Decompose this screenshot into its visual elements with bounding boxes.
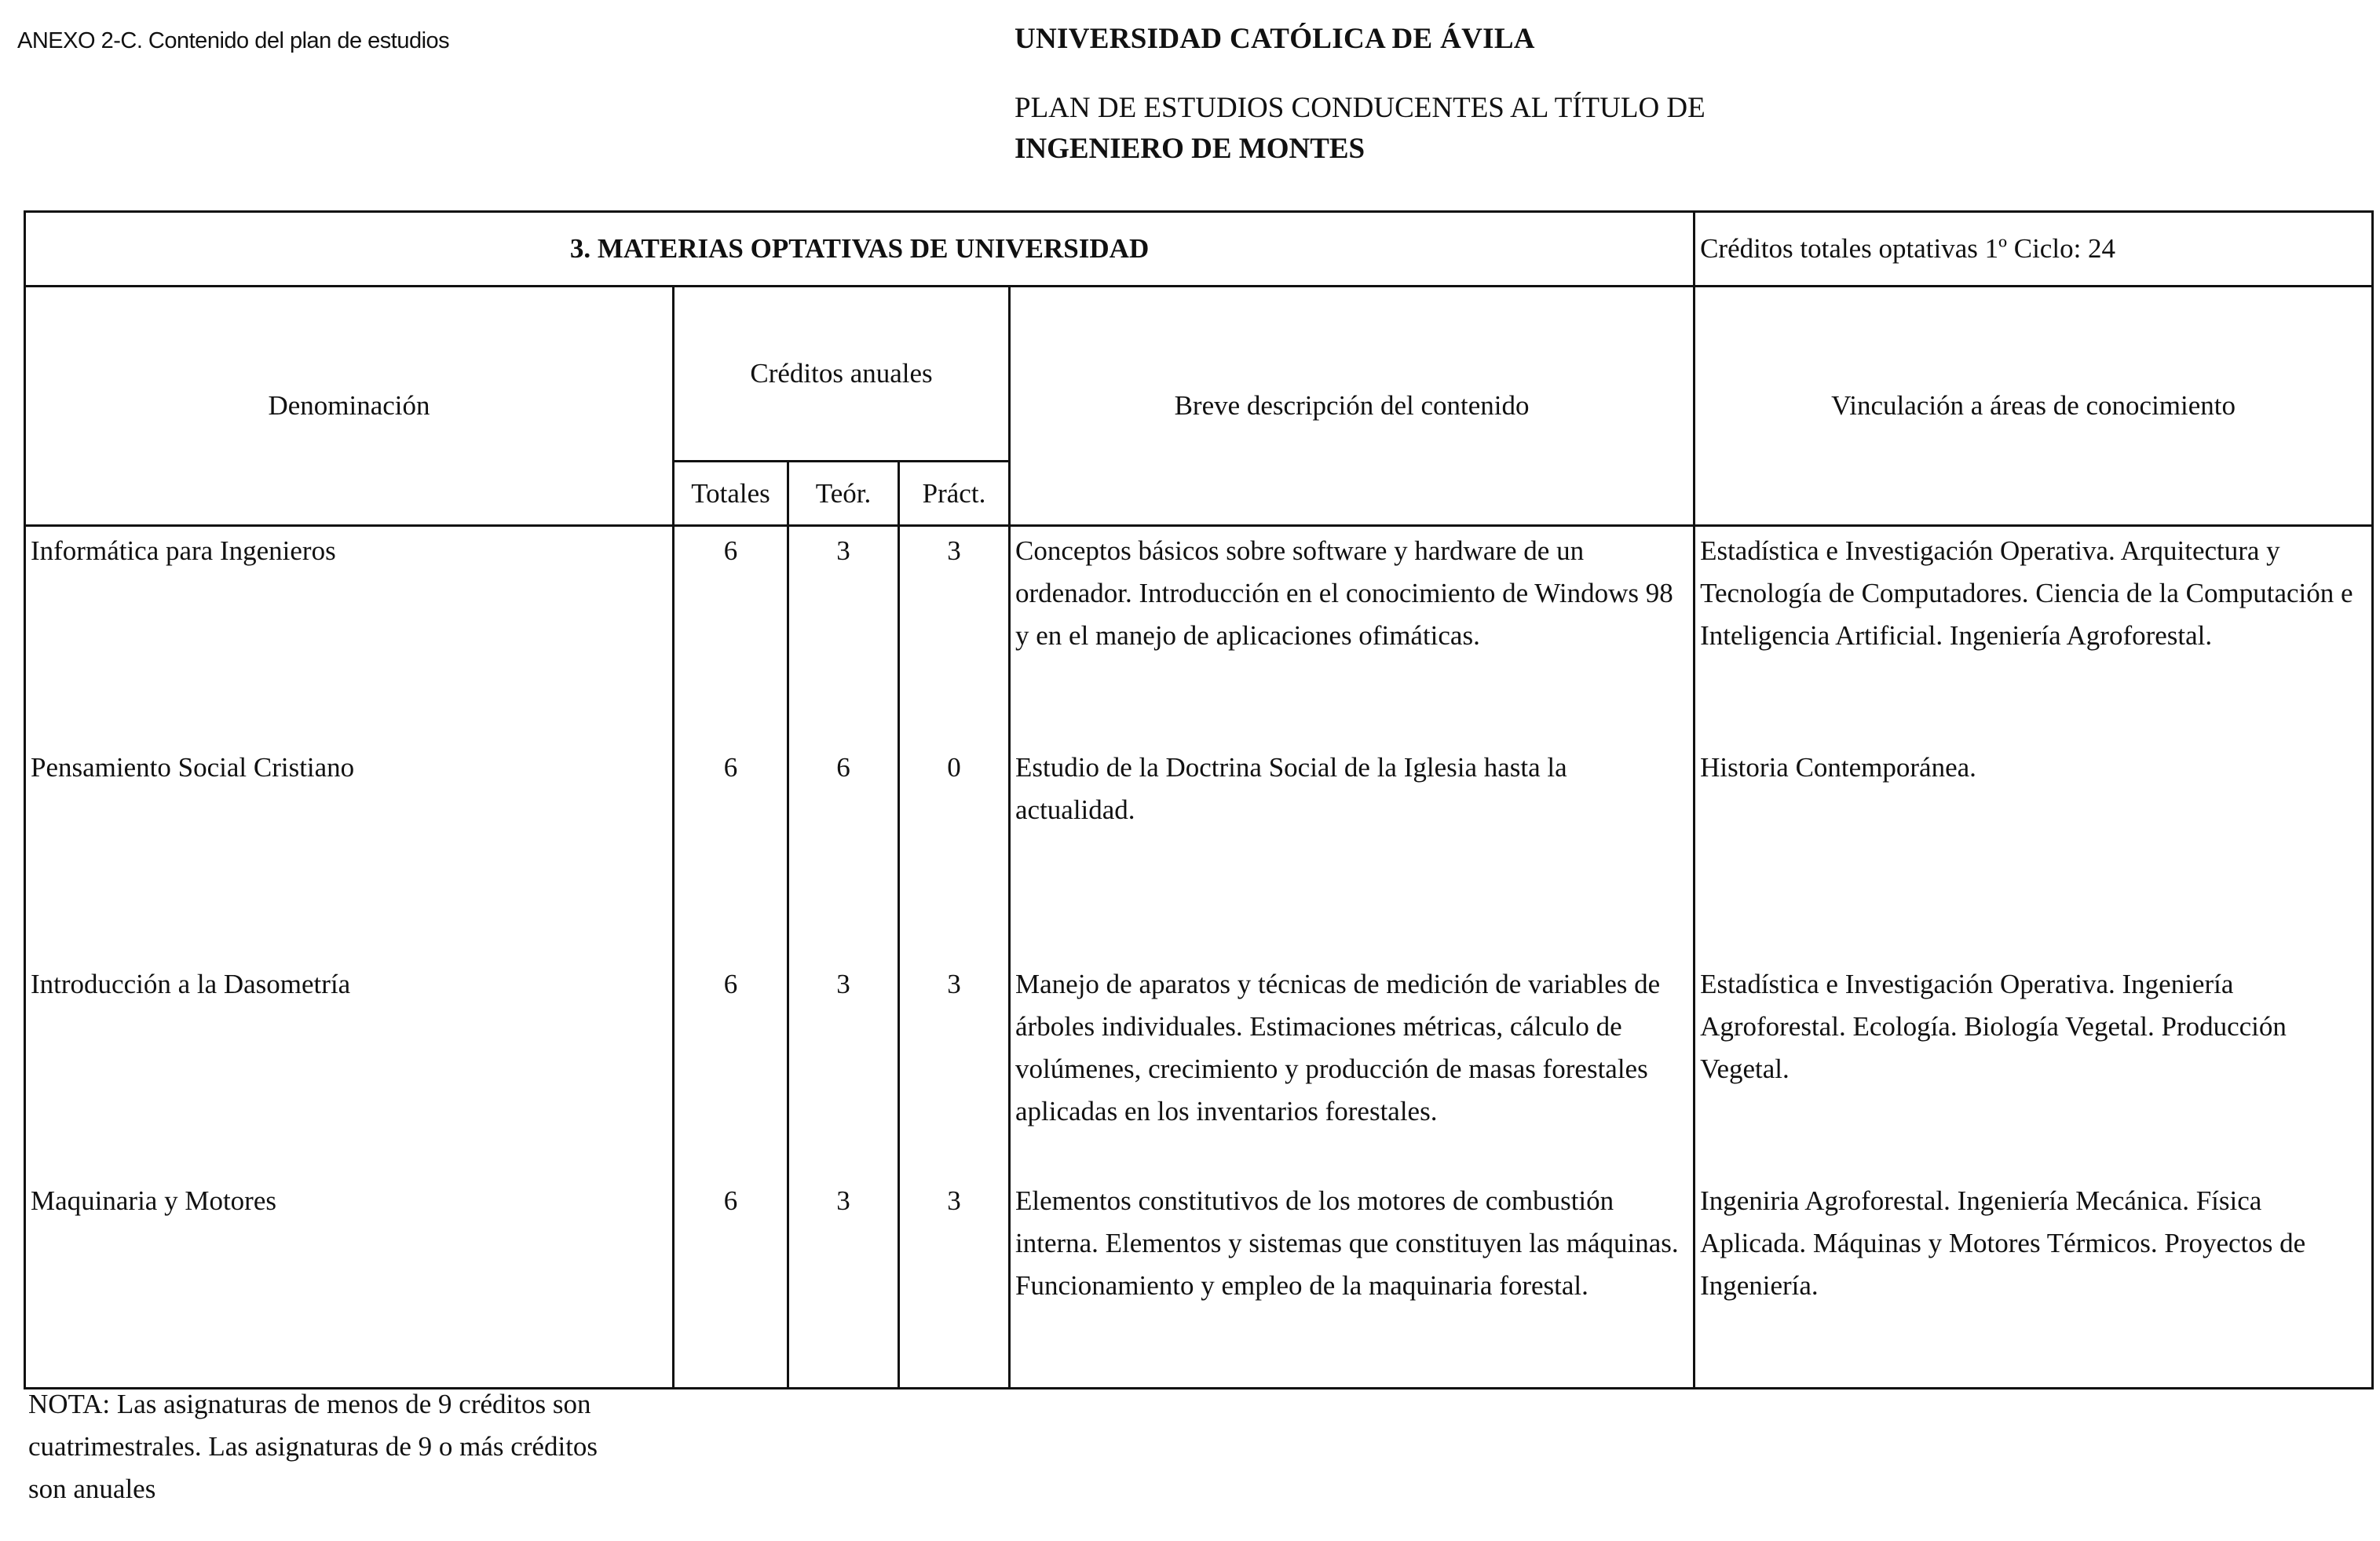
subject-name: Maquinaria y Motores [25,1177,674,1389]
table-row [25,526,2373,744]
subject-areas: Historia Contemporánea. [1695,743,2373,960]
column-header-denominacion: Denominación [25,287,674,526]
table-row [25,960,2373,1177]
credits-pract: 3 [899,526,1010,744]
subject-description: Manejo de aparatos y técnicas de medición de variables de árboles individuales. Estimaciones métricas, cálculo de volúmenes, crecimiento y producción de masas forestales aplicadas en los inventarios forestales. [1010,960,1695,1177]
plan-title-line2: INGENIERO DE MONTES [1015,133,1365,165]
subject-description: Estudio de la Doctrina Social de la Iglesia hasta la actualidad. [1010,743,1695,960]
subject-areas: Estadística e Investigación Operativa. Arquitectura y Tecnología de Computadores. Ciencia de la Computación e Inteligencia Artificial. Ingeniería Agroforestal. [1695,526,2373,744]
credits-pract: 3 [899,1177,1010,1389]
footnote: NOTA: Las asignaturas de menos de 9 créditos son cuatrimestrales. Las asignaturas de 9 o más créditos son anuales [28,1389,598,1504]
column-header-vinculacion: Vinculación a áreas de conocimiento [1695,287,2373,526]
credits-teor: 3 [788,526,899,744]
table-title-row [25,212,2373,287]
credits-pract: 3 [899,960,1010,1177]
column-header-teor: Teór. [788,462,899,526]
table-title: 3. MATERIAS OPTATIVAS DE UNIVERSIDAD [25,212,1695,287]
credits-totales: 6 [674,1177,788,1389]
table-row [25,743,2373,960]
column-header-descripcion: Breve descripción del contenido [1010,287,1695,526]
subject-description: Conceptos básicos sobre software y hardware de un ordenador. Introducción en el conocimiento de Windows 98 y en el manejo de aplicaciones ofimáticas. [1010,526,1695,744]
credits-pract: 0 [899,743,1010,960]
header-row [25,287,2373,462]
credits-teor: 3 [788,960,899,1177]
column-header-pract: Práct. [899,462,1010,526]
credits-totales: 6 [674,526,788,744]
subjects-table-wrapper [24,210,2374,1389]
credits-teor: 3 [788,1177,899,1389]
subject-areas: Ingeniria Agroforestal. Ingeniería Mecánica. Física Aplicada. Máquinas y Motores Térmicos. Proyectos de Ingeniería. [1695,1177,2373,1389]
subject-name: Introducción a la Dasometría [25,960,674,1177]
subject-name: Informática para Ingenieros [25,526,674,744]
subject-areas: Estadística e Investigación Operativa. Ingeniería Agroforestal. Ecología. Biología Vegetal. Producción Vegetal. [1695,960,2373,1177]
credits-totales: 6 [674,743,788,960]
column-header-creditos: Créditos anuales [674,287,1010,462]
subject-name: Pensamiento Social Cristiano [25,743,674,960]
optional-subjects-table [24,210,2374,1389]
credits-totales: 6 [674,960,788,1177]
subject-description: Elementos constitutivos de los motores de combustión interna. Elementos y sistemas que constituyen las máquinas. Funcionamiento y empleo de la maquinaria forestal. [1010,1177,1695,1389]
column-header-totales: Totales [674,462,788,526]
university-name: UNIVERSIDAD CATÓLICA DE ÁVILA [1015,23,1535,55]
credits-teor: 6 [788,743,899,960]
plan-title-line1: PLAN DE ESTUDIOS CONDUCENTES AL TÍTULO DE [1015,92,1705,124]
table-row [25,1177,2373,1389]
credits-total: Créditos totales optativas 1º Ciclo: 24 [1695,212,2373,287]
annex-label: ANEXO 2-C. Contenido del plan de estudios [17,28,450,53]
